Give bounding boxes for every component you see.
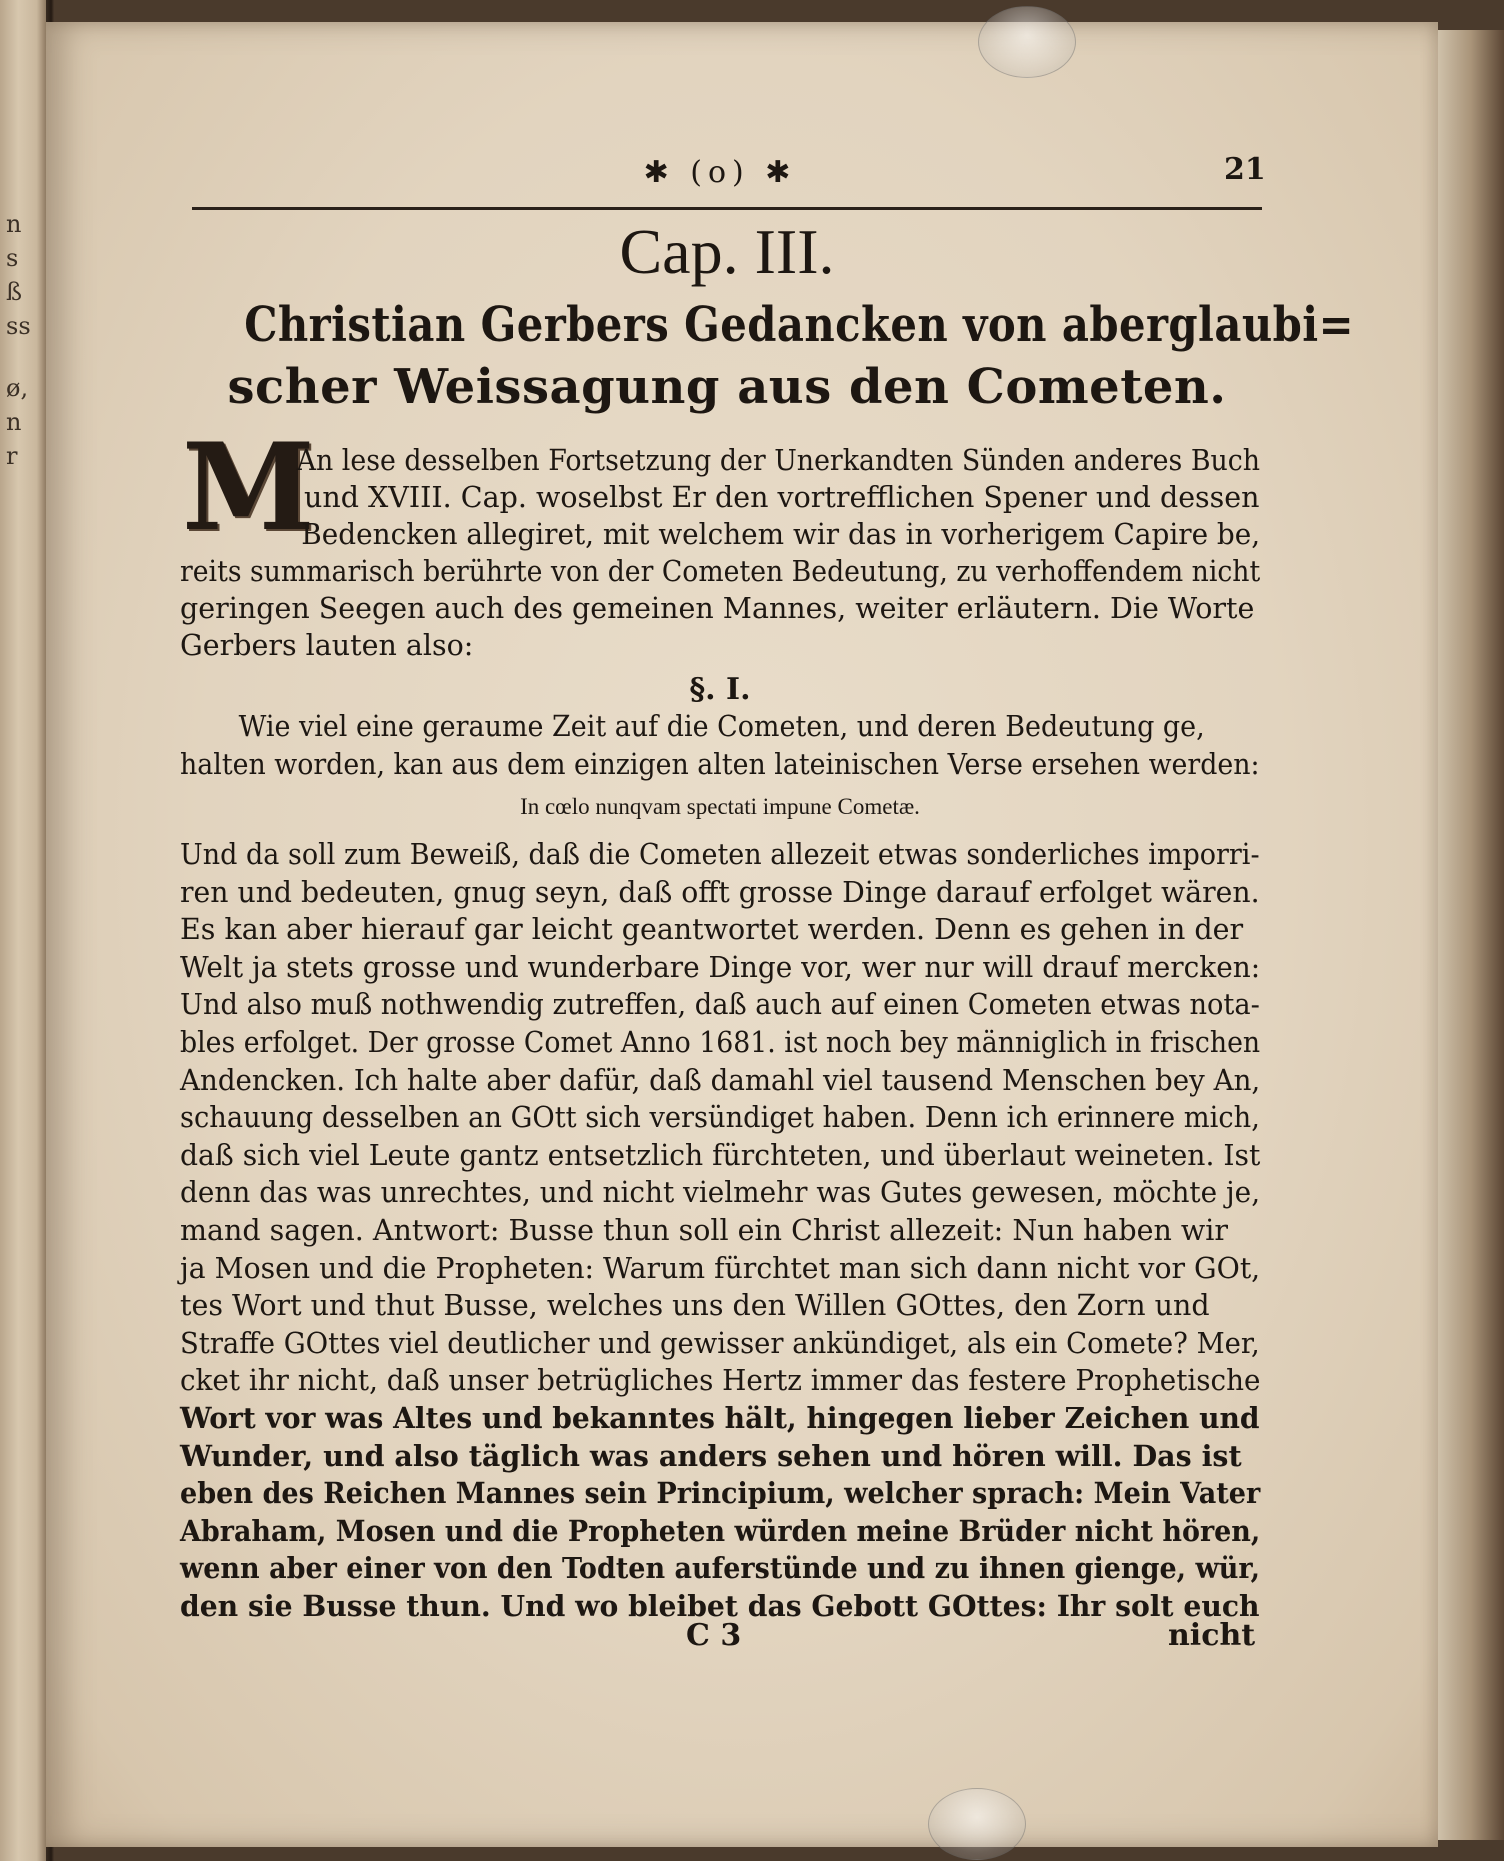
left-page-fragment: ß xyxy=(6,278,23,306)
text-line: Gerbers lauten also: xyxy=(180,629,474,662)
text-line: Wie viel eine geraume Zeit auf die Cometen, und deren Bedeutung ge, xyxy=(238,710,1205,743)
left-page-fragment: n xyxy=(6,210,22,238)
chapter-title-line: Christian Gerbers Gedancken von aberglaubi= xyxy=(244,297,1354,353)
text-line: An lese desselben Fortsetzung der Unerkandten Sünden anderes Buch xyxy=(296,444,1261,477)
text-line: denn das was unrechtes, und nicht vielmehr was Gutes gewesen, möchte je, xyxy=(180,1176,1261,1210)
text-line: halten worden, kan aus dem einzigen alten lateinischen Verse ersehen werden: xyxy=(180,748,1260,781)
body-paragraph xyxy=(180,836,1260,1625)
text-line: Andencken. Ich halte aber dafür, daß damahl viel tausend Menschen bey An, xyxy=(180,1063,1261,1097)
text-line: Straffe GOttes viel deutlicher und gewisser ankündiget, als ein Comete? Mer, xyxy=(180,1326,1260,1360)
drop-cap: M xyxy=(182,417,315,558)
left-page-fragment: n xyxy=(6,408,22,436)
left-page-fragment: ø, xyxy=(6,374,29,402)
text-line: Wunder, und also täglich was anders sehen und hören will. Das ist xyxy=(180,1438,1242,1473)
left-page-fragment: ss xyxy=(6,312,31,340)
signature-mark: C 3 xyxy=(686,1618,742,1653)
text-line: Welt ja stets grosse und wunderbare Dinge vor, wer nur will drauf mercken: xyxy=(180,950,1261,984)
text-line: den sie Busse thun. Und wo bleibet das Gebott GOttes: Ihr solt euch xyxy=(180,1588,1260,1623)
page-number: 21 xyxy=(1224,152,1266,187)
left-page-fragment: r xyxy=(6,442,18,470)
intro-paragraph xyxy=(180,442,1260,664)
text-line: daß sich viel Leute gantz entsetzlich fürchteten, und überlaut weineten. Ist xyxy=(180,1138,1261,1172)
text-line: wenn aber einer von den Todten auferstünde und zu ihnen gienge, wür, xyxy=(180,1551,1260,1586)
text-line: mand sagen. Antwort: Busse thun soll ein Christ allezeit: Nun haben wir xyxy=(180,1213,1229,1247)
text-line: eben des Reichen Mannes sein Principium, welcher sprach: Mein Vater xyxy=(180,1476,1261,1511)
header-ornament: ✱ (o) ✱ xyxy=(643,155,797,190)
text-line: cket ihr nicht, daß unser betrügliches Hertz immer das festere Prophetische xyxy=(180,1364,1261,1398)
chapter-heading: Cap. III. xyxy=(619,216,835,287)
left-page-fragment: s xyxy=(6,244,19,272)
text-line: tes Wort und thut Busse, welches uns den Willen GOttes, den Zorn und xyxy=(180,1289,1210,1323)
header-rule xyxy=(192,207,1262,210)
text-line: Und also muß nothwendig zutreffen, daß auch auf einen Cometen etwas nota- xyxy=(180,988,1260,1022)
text-line: Abraham, Mosen und die Propheten würden meine Brüder nicht hören, xyxy=(180,1513,1261,1548)
text-line: und XVIII. Cap. woselbst Er den vortrefflichen Spener und dessen xyxy=(304,481,1260,514)
text-line: reits summarisch berührte von der Cometen Bedeutung, zu verhoffendem nicht xyxy=(180,555,1261,588)
catchword: nicht xyxy=(1168,1618,1256,1653)
text-line: Und da soll zum Beweiß, daß die Cometen allezeit etwas sonderliches imporri- xyxy=(180,838,1260,871)
text-line: geringen Seegen auch des gemeinen Mannes, weiter erläutern. Die Worte xyxy=(180,592,1255,625)
text-line: ja Mosen und die Propheten: Warum fürchtet man sich dann nicht vor GOt, xyxy=(180,1251,1261,1285)
text-line: schauung desselben an GOtt sich versündiget haben. Denn ich erinnere mich, xyxy=(180,1101,1260,1135)
section-mark: §. I. xyxy=(689,672,751,707)
chapter-title-line: scher Weissagung aus den Cometen. xyxy=(227,359,1227,415)
text-line: Es kan aber hierauf gar leicht geantwortet werden. Denn es gehen in der xyxy=(180,913,1244,947)
latin-verse: In cœlo nunqvam spectati impune Cometæ. xyxy=(520,794,920,819)
text-line: bles erfolget. Der grosse Comet Anno 1681. ist noch bey männiglich in frischen xyxy=(180,1025,1261,1059)
text-line: ren und bedeuten, gnug seyn, daß offt grosse Dinge darauf erfolget wären. xyxy=(180,875,1260,909)
text-line: Wort vor was Altes und bekanntes hält, hingegen lieber Zeichen und xyxy=(180,1400,1260,1435)
chapter-title xyxy=(172,294,1354,418)
text-line: Bedencken allegiret, mit welchem wir das in vorherigem Capire be, xyxy=(301,518,1261,551)
